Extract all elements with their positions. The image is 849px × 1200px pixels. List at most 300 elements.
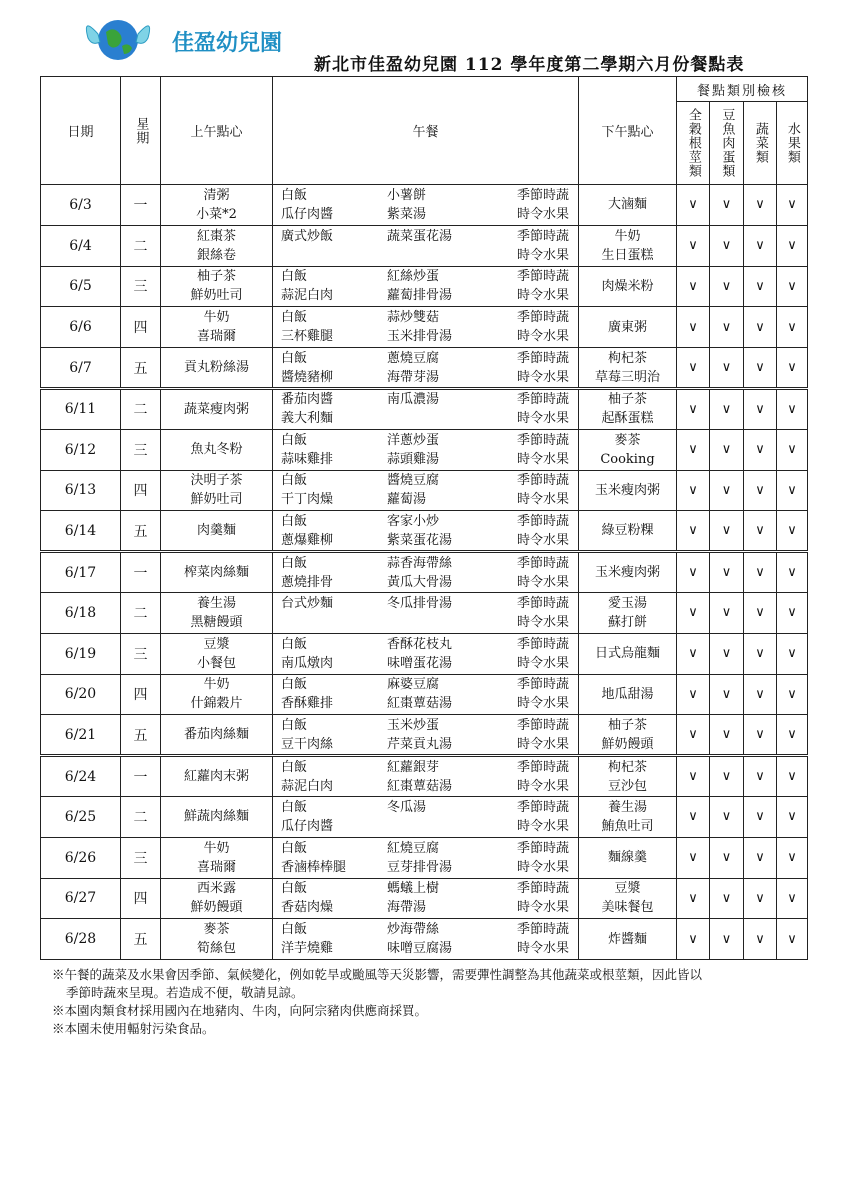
cell-afternoon-snack [579,185,677,226]
lunch-item: 時令水果 [517,247,570,263]
lunch-item: 白飯 [281,922,308,938]
cell-morning-snack [161,715,273,756]
snack-item: 什錦穀片 [190,696,243,712]
cell-afternoon-snack [579,266,677,307]
cell-weekday: 五 [121,715,161,756]
snack-item: 草莓三明治 [594,369,660,385]
lunch-item: 季節時蔬 [517,228,570,244]
cell-morning-snack [161,878,273,919]
cell-lunch [273,919,579,960]
lunch-item: 廣式炒飯 [281,228,334,244]
lunch-item: 蔥爆雞柳 [281,532,334,548]
snack-item: 麥茶 [203,922,230,938]
check-mark: ∨ [744,837,777,878]
cell-date: 6/3 [41,185,121,226]
cell-morning-snack [161,674,273,715]
lunch-item: 時令水果 [517,329,570,345]
check-mark: ∨ [744,266,777,307]
lunch-item: 洋蔥炒蛋 [387,432,440,448]
table-row [41,715,808,756]
cell-lunch [273,429,579,470]
lunch-item: 季節時蔬 [517,677,570,693]
lunch-item: 蒜味雞排 [281,451,334,467]
check-mark: ∨ [677,837,710,878]
header-check-fruit-label: 水果類 [784,122,800,164]
cell-lunch [273,674,579,715]
check-mark: ∨ [777,878,808,919]
check-mark: ∨ [710,348,744,389]
header-check-grain-label: 全穀根莖類 [685,108,701,178]
check-mark: ∨ [710,225,744,266]
lunch-item: 白飯 [281,432,308,448]
snack-item: 榨菜肉絲麵 [183,565,249,581]
check-mark: ∨ [677,348,710,389]
snack-item: 美味餐包 [601,900,654,916]
check-mark: ∨ [677,592,710,633]
lunch-item: 紅蘿銀芽 [387,759,440,775]
lunch-item: 冬瓜湯 [387,799,427,815]
lunch-item: 冬瓜排骨湯 [387,595,453,611]
check-mark: ∨ [677,715,710,756]
lunch-item: 季節時蔬 [517,432,570,448]
lunch-item: 時令水果 [517,574,570,590]
lunch-item: 時令水果 [517,859,570,875]
header-check-protein-label: 豆魚肉蛋類 [719,108,735,178]
lunch-item: 南瓜燉肉 [281,655,334,671]
cell-weekday: 四 [121,674,161,715]
table-row [41,470,808,511]
table-row [41,552,808,593]
lunch-item: 玉米排骨湯 [387,329,453,345]
snack-item: 地瓜甜湯 [601,686,654,702]
check-mark: ∨ [777,919,808,960]
check-mark: ∨ [744,511,777,552]
header-check-fruit [777,102,808,185]
cell-morning-snack [161,633,273,674]
check-mark: ∨ [677,796,710,837]
check-mark: ∨ [677,633,710,674]
lunch-item: 香酥花枝丸 [387,636,453,652]
check-mark: ∨ [710,266,744,307]
cell-weekday: 五 [121,348,161,389]
snack-item: 決明子茶 [190,473,243,489]
table-row [41,388,808,429]
cell-lunch [273,511,579,552]
check-mark: ∨ [777,552,808,593]
lunch-item: 時令水果 [517,288,570,304]
cell-lunch [273,796,579,837]
snack-item: 鮮奶饅頭 [190,900,243,916]
snack-item: 麥茶 [614,432,641,448]
snack-item: 筍絲包 [196,941,236,957]
lunch-item: 味噌豆腐湯 [387,941,453,957]
lunch-item: 時令水果 [517,206,570,222]
snack-item: 日式烏龍麵 [594,646,660,662]
snack-item: 柚子茶 [607,717,647,733]
check-mark: ∨ [777,225,808,266]
lunch-items [273,675,578,713]
snack-item: 柚子茶 [607,392,647,408]
check-mark: ∨ [777,307,808,348]
cell-date: 6/5 [41,266,121,307]
check-mark: ∨ [710,837,744,878]
check-mark: ∨ [777,185,808,226]
lunch-item: 時令水果 [517,900,570,916]
cell-date: 6/12 [41,429,121,470]
lunch-item: 季節時蔬 [517,840,570,856]
cell-lunch [273,348,579,389]
cell-morning-snack [161,592,273,633]
cell-weekday: 一 [121,185,161,226]
lunch-item: 蒜炒雙菇 [387,310,440,326]
lunch-item: 季節時蔬 [517,636,570,652]
cell-morning-snack [161,266,273,307]
snack-item: 黑糖饅頭 [190,614,243,630]
lunch-item: 醬燒豬柳 [281,369,334,385]
snack-item: 鮮蔬肉絲麵 [183,809,249,825]
check-mark: ∨ [744,185,777,226]
cell-lunch [273,837,579,878]
check-mark: ∨ [744,715,777,756]
snack-item: 生日蛋糕 [601,247,654,263]
header-date: 日期 [41,77,121,185]
lunch-item: 白飯 [281,310,308,326]
lunch-item: 白飯 [281,513,308,529]
check-mark: ∨ [744,348,777,389]
cell-weekday: 四 [121,878,161,919]
check-mark: ∨ [677,552,710,593]
cell-date: 6/24 [41,756,121,797]
header-lunch: 午餐 [273,77,579,185]
check-mark: ∨ [744,470,777,511]
cell-date: 6/21 [41,715,121,756]
check-mark: ∨ [744,552,777,593]
snack-item: 綠豆粉粿 [601,523,654,539]
lunch-item: 蘿蔔排骨湯 [387,288,453,304]
lunch-item: 白飯 [281,269,308,285]
snack-item: 鮮奶饅頭 [601,736,654,752]
check-mark: ∨ [744,674,777,715]
footnotes [52,966,812,1038]
check-mark: ∨ [677,429,710,470]
lunch-item: 紅棗蕈菇湯 [387,778,453,794]
cell-morning-snack [161,470,273,511]
page-title: 新北市佳盈幼兒園 112 學年度第二學期六月份餐點表 [314,55,745,75]
meal-table-body [41,185,808,960]
footnote: ※午餐的蔬菜及水果會因季節、氣候變化，例如乾旱或颱風等天災影響，需要彈性調整為其他蔬菜或根莖類，因此皆以 [52,967,703,982]
lunch-item: 紫菜蛋花湯 [387,532,453,548]
cell-date: 6/26 [41,837,121,878]
cell-morning-snack [161,307,273,348]
cell-date: 6/28 [41,919,121,960]
cell-lunch [273,388,579,429]
lunch-item: 紅棗蕈菇湯 [387,696,453,712]
table-row [41,266,808,307]
lunch-item: 季節時蔬 [517,473,570,489]
cell-morning-snack [161,796,273,837]
lunch-items [273,390,578,428]
check-mark: ∨ [777,266,808,307]
snack-item: 起酥蛋糕 [601,411,654,427]
cell-weekday: 三 [121,266,161,307]
lunch-item [281,613,387,632]
lunch-item: 季節時蔬 [517,555,570,571]
lunch-item: 黃瓜大骨湯 [387,574,453,590]
check-mark: ∨ [710,919,744,960]
snack-item: 養生湯 [607,799,647,815]
cell-afternoon-snack [579,592,677,633]
cell-date: 6/17 [41,552,121,593]
snack-item: 枸杞茶 [607,759,647,775]
lunch-items [273,839,578,877]
table-row [41,307,808,348]
check-mark: ∨ [710,592,744,633]
check-mark: ∨ [677,511,710,552]
check-mark: ∨ [710,878,744,919]
lunch-item: 紅絲炒蛋 [387,269,440,285]
cell-date: 6/20 [41,674,121,715]
cell-afternoon-snack [579,756,677,797]
lunch-item: 時令水果 [517,941,570,957]
cell-weekday: 四 [121,470,161,511]
cell-afternoon-snack [579,225,677,266]
check-mark: ∨ [710,756,744,797]
cell-weekday: 二 [121,796,161,837]
lunch-item: 豆芽排骨湯 [387,859,453,875]
cell-weekday: 一 [121,552,161,593]
snack-item: 炸醬麵 [607,931,647,947]
lunch-item: 時令水果 [517,369,570,385]
snack-item: 玉米瘦肉粥 [594,482,660,498]
lunch-item: 蒜泥白肉 [281,288,334,304]
lunch-item [387,613,517,632]
lunch-item: 白飯 [281,759,308,775]
cell-afternoon-snack [579,796,677,837]
lunch-item: 麻婆豆腐 [387,677,440,693]
meal-table [40,76,808,960]
snack-item: 枸杞茶 [607,350,647,366]
cell-afternoon-snack [579,348,677,389]
snack-item: 蔬菜瘦肉粥 [183,401,249,417]
lunch-item: 季節時蔬 [517,717,570,733]
check-mark: ∨ [710,511,744,552]
check-mark: ∨ [777,715,808,756]
cell-afternoon-snack [579,388,677,429]
check-mark: ∨ [777,837,808,878]
check-mark: ∨ [777,470,808,511]
cell-afternoon-snack [579,307,677,348]
lunch-item: 香酥雞排 [281,696,334,712]
snack-item: 牛奶 [203,677,230,693]
lunch-item: 時令水果 [517,411,570,427]
table-row [41,511,808,552]
header-weekday [121,77,161,185]
lunch-item: 季節時蔬 [517,350,570,366]
lunch-item: 香滷棒棒腿 [281,859,347,875]
lunch-item: 蔥燒豆腐 [387,350,440,366]
cell-morning-snack [161,756,273,797]
cell-date: 6/19 [41,633,121,674]
lunch-item: 紅燒豆腐 [387,840,440,856]
cell-date: 6/6 [41,307,121,348]
lunch-item: 蒜香海帶絲 [387,555,453,571]
check-mark: ∨ [710,674,744,715]
lunch-item: 味噌蛋花湯 [387,655,453,671]
check-mark: ∨ [677,756,710,797]
check-mark: ∨ [744,307,777,348]
lunch-item: 蔬菜蛋花湯 [387,228,453,244]
check-mark: ∨ [710,715,744,756]
check-mark: ∨ [777,429,808,470]
lunch-item: 番茄肉醬 [281,392,334,408]
cell-morning-snack [161,225,273,266]
lunch-items [273,758,578,796]
lunch-item [281,246,387,265]
lunch-item: 白飯 [281,840,308,856]
cell-date: 6/25 [41,796,121,837]
check-mark: ∨ [744,592,777,633]
snack-item: 麵線羹 [607,850,647,866]
cell-lunch [273,307,579,348]
snack-item: 鮮奶吐司 [190,492,243,508]
cell-afternoon-snack [579,674,677,715]
cell-afternoon-snack [579,919,677,960]
lunch-item: 季節時蔬 [517,187,570,203]
cell-lunch [273,266,579,307]
snack-item: 牛奶 [203,840,230,856]
cell-date: 6/11 [41,388,121,429]
cell-date: 6/7 [41,348,121,389]
lunch-item: 白飯 [281,717,308,733]
cell-morning-snack [161,919,273,960]
lunch-item: 白飯 [281,555,308,571]
check-mark: ∨ [710,307,744,348]
lunch-item: 香菇肉燥 [281,900,334,916]
lunch-item: 時令水果 [517,778,570,794]
check-mark: ∨ [744,796,777,837]
snack-item: 玉米瘦肉粥 [594,565,660,581]
lunch-item: 台式炒麵 [281,595,334,611]
lunch-item: 時令水果 [517,696,570,712]
check-mark: ∨ [677,266,710,307]
table-row [41,348,808,389]
check-mark: ∨ [710,388,744,429]
lunch-item: 芹菜貢丸湯 [387,736,453,752]
snack-item: 柚子茶 [196,269,236,285]
cell-weekday: 五 [121,511,161,552]
snack-item: 貢丸粉絲湯 [183,360,249,376]
lunch-items [273,635,578,673]
snack-item: 西米露 [196,881,236,897]
lunch-item: 季節時蔬 [517,595,570,611]
check-mark: ∨ [777,674,808,715]
lunch-items [273,349,578,387]
lunch-items [273,879,578,917]
lunch-item: 白飯 [281,187,308,203]
cell-morning-snack [161,429,273,470]
snack-item: 清粥 [203,187,230,203]
cell-date: 6/14 [41,511,121,552]
snack-item: 愛玉湯 [607,595,647,611]
lunch-item: 豆干肉絲 [281,736,334,752]
cell-afternoon-snack [579,552,677,593]
cell-lunch [273,592,579,633]
cell-lunch [273,633,579,674]
snack-item: Cooking [600,451,655,467]
check-mark: ∨ [677,674,710,715]
lunch-item [387,409,517,428]
lunch-item: 白飯 [281,677,308,693]
check-mark: ∨ [677,388,710,429]
table-row [41,185,808,226]
lunch-item: 白飯 [281,636,308,652]
lunch-item: 螞蟻上樹 [387,881,440,897]
cell-weekday: 三 [121,633,161,674]
check-mark: ∨ [744,756,777,797]
check-mark: ∨ [744,919,777,960]
cell-weekday: 四 [121,307,161,348]
lunch-item: 時令水果 [517,655,570,671]
lunch-item: 季節時蔬 [517,799,570,815]
table-row [41,756,808,797]
table-row [41,878,808,919]
lunch-item: 季節時蔬 [517,759,570,775]
lunch-items [273,554,578,592]
lunch-item: 季節時蔬 [517,310,570,326]
table-row [41,633,808,674]
lunch-item: 季節時蔬 [517,269,570,285]
snack-item: 番茄肉絲麵 [183,727,249,743]
cell-lunch [273,552,579,593]
lunch-item: 時令水果 [517,532,570,548]
table-row [41,796,808,837]
lunch-item: 洋芋燒雞 [281,941,334,957]
lunch-item: 時令水果 [517,492,570,508]
cell-weekday: 二 [121,592,161,633]
lunch-item: 蒜泥白肉 [281,778,334,794]
cell-lunch [273,470,579,511]
check-mark: ∨ [677,919,710,960]
check-mark: ∨ [710,796,744,837]
snack-item: 大滷麵 [607,197,647,213]
lunch-items [273,186,578,224]
check-mark: ∨ [677,307,710,348]
lunch-item: 三杯雞腿 [281,329,334,345]
snack-item: 廣東粥 [607,319,647,335]
lunch-items [273,471,578,509]
check-mark: ∨ [710,429,744,470]
cell-afternoon-snack [579,633,677,674]
lunch-item: 客家小炒 [387,513,440,529]
cell-morning-snack [161,511,273,552]
lunch-item: 南瓜濃湯 [387,392,440,408]
snack-item: 魚丸冬粉 [190,442,243,458]
snack-item: 養生湯 [196,595,236,611]
table-row [41,429,808,470]
logo-text: 佳盈幼兒園 [172,31,283,56]
lunch-items [273,227,578,265]
snack-item: 紅棗茶 [196,228,236,244]
snack-item: 銀絲卷 [196,247,236,263]
check-mark: ∨ [777,592,808,633]
snack-item: 豆漿 [614,881,641,897]
check-mark: ∨ [677,878,710,919]
table-row [41,837,808,878]
cell-morning-snack [161,388,273,429]
header-check-grain [677,102,710,185]
lunch-item: 時令水果 [517,736,570,752]
cell-date: 6/18 [41,592,121,633]
